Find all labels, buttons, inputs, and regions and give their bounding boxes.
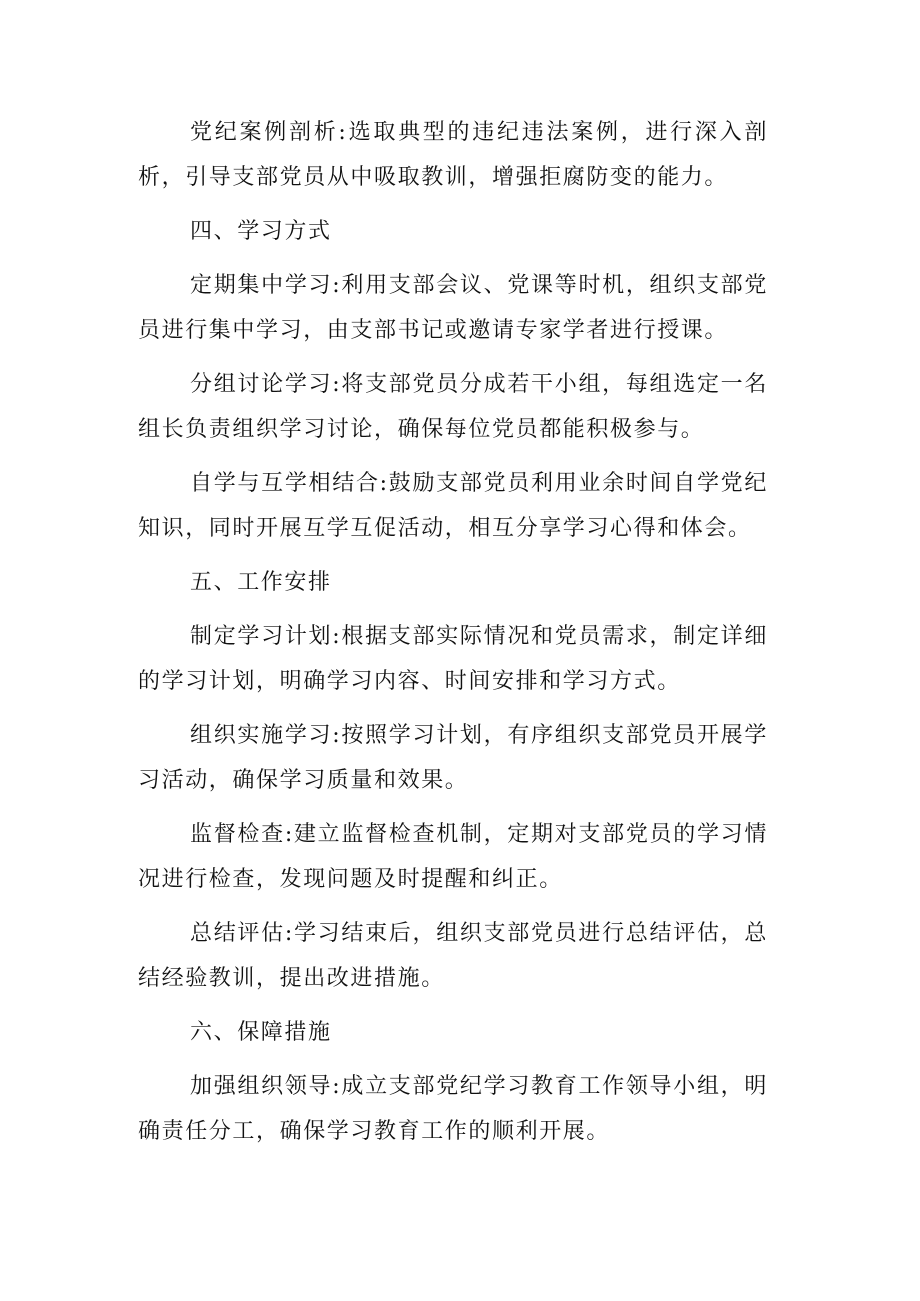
paragraph-group-discussion	[138, 362, 768, 452]
paragraph-text: 按照学习计划，有序组织支部党员开展学习活动，确保学习质量和效果。	[138, 723, 768, 793]
paragraph-lead: 监督检查:	[190, 822, 294, 847]
paragraph-lead: 加强组织领导:	[190, 1074, 342, 1099]
paragraph-study-plan	[138, 614, 768, 704]
paragraph-self-and-mutual-study	[138, 461, 768, 551]
paragraph-implementation	[138, 713, 768, 803]
paragraph-lead: 组织实施学习:	[190, 723, 342, 748]
document-body	[138, 110, 768, 1163]
section-heading-work-arrangement: 五、工作安排	[190, 570, 332, 595]
paragraph-text: 鼓励支部党员利用业余时间自学党纪知识，同时开展互学互促活动，相互分享学习心得和体会。	[138, 471, 768, 541]
paragraph-text: 学习结束后，组织支部党员进行总结评估，总结经验教训，提出改进措施。	[138, 921, 768, 991]
paragraph-text: 利用支部会议、党课等时机，组织支部党员进行集中学习，由支部书记或邀请专家学者进行授课。	[138, 273, 768, 343]
paragraph-leadership	[138, 1064, 768, 1154]
paragraph-evaluation	[138, 911, 768, 1001]
paragraph-lead: 分组讨论学习:	[190, 372, 342, 397]
paragraph-supervision	[138, 812, 768, 902]
paragraph-centralized-study	[138, 263, 768, 353]
paragraph-text: 选取典型的违纪违法案例，进行深入剖析，引导支部党员从中吸取教训，增强拒腐防变的能力。	[138, 120, 768, 190]
paragraph-lead: 党纪案例剖析:	[190, 120, 348, 145]
paragraph-text: 建立监督检查机制，定期对支部党员的学习情况进行检查，发现问题及时提醒和纠正。	[138, 822, 768, 892]
paragraph-lead: 制定学习计划:	[190, 624, 342, 649]
paragraph-lead: 总结评估:	[190, 921, 294, 946]
paragraph-text: 将支部党员分成若干小组，每组选定一名组长负责组织学习讨论，确保每位党员都能积极参与。	[138, 372, 768, 442]
paragraph-text: 根据支部实际情况和党员需求，制定详细的学习计划，明确学习内容、时间安排和学习方式。	[138, 624, 768, 694]
paragraph-lead: 自学与互学相结合:	[190, 471, 389, 496]
section-heading-learning-methods: 四、学习方式	[190, 219, 332, 244]
section-heading-safeguards: 六、保障措施	[190, 1020, 332, 1045]
paragraph-lead: 定期集中学习:	[190, 273, 342, 298]
paragraph-text: 成立支部党纪学习教育工作领导小组，明确责任分工，确保学习教育工作的顺利开展。	[138, 1074, 768, 1144]
paragraph-case-analysis	[138, 110, 768, 200]
